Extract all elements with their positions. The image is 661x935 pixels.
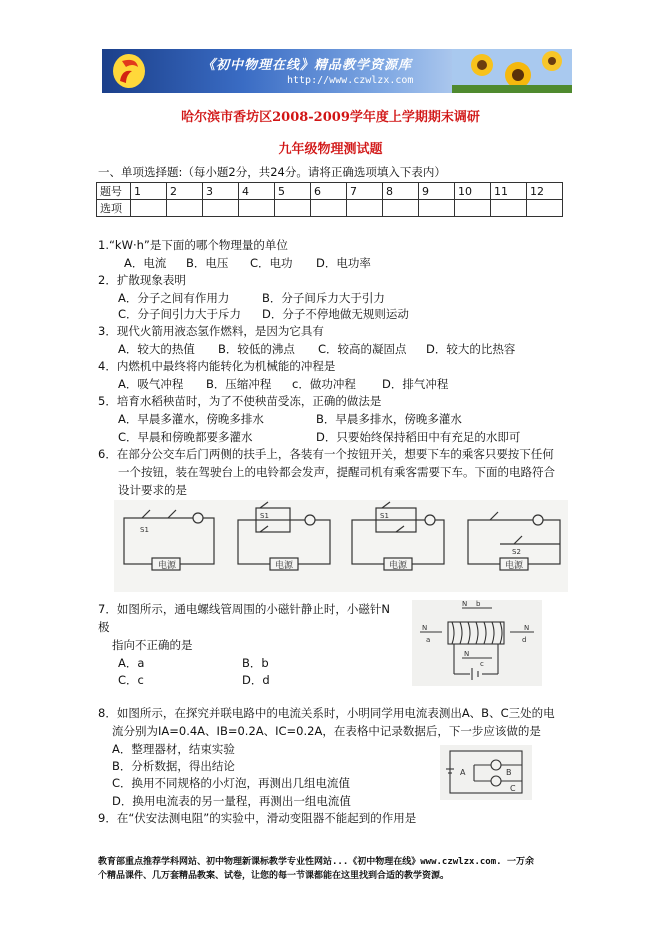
question-2-stem: 2．扩散现象表明 [98, 273, 186, 287]
table-cell: 1 [131, 183, 167, 200]
circuit-diagram-options [114, 500, 568, 592]
table-cell: 3 [203, 183, 239, 200]
question-2-option-d: D．分子不停地做无规则运动 [262, 307, 409, 321]
question-8-stem-line2: 流分别为IA=0.4A、IB=0.2A、IC=0.2A，在表格中记录数据后，下一步应该做的是 [112, 724, 541, 738]
exam-subtitle: 九年级物理测试题 [278, 142, 383, 157]
parallel-circuit-svg [440, 745, 532, 800]
needle-a-north-label: N [422, 624, 428, 632]
answer-cell[interactable] [239, 200, 275, 217]
question-8-option-a: A．整理器材，结束实验 [112, 742, 235, 756]
question-1-option-b: B．电压 [186, 256, 229, 270]
question-3-stem: 3．现代火箭用液态氢作燃料，是因为它具有 [98, 324, 324, 338]
sunflower-decoration-icon [452, 49, 572, 93]
question-2-option-a: A．分子之间有作用力 [118, 291, 230, 305]
question-4-option-d: D．排气冲程 [382, 377, 449, 391]
needle-d-north-label: N [524, 624, 530, 632]
footer-line-2: 个精品课件、几万套精品教案、试卷，让您的每一节课都能在这里找到合适的教学资源。 [98, 871, 450, 881]
needle-d-label: d [522, 636, 527, 644]
solenoid-diagram [412, 600, 542, 686]
question-6-stem-line3: 设计要求的是 [118, 483, 187, 497]
answer-cell[interactable] [455, 200, 491, 217]
circuit-4-switch-label: S2 [512, 548, 521, 556]
question-7-option-b: B．b [242, 656, 269, 670]
answer-cell[interactable] [131, 200, 167, 217]
question-7-stem-line1: 7．如图所示，通电螺线管周围的小磁针静止时，小磁针N [98, 602, 390, 616]
question-4-option-b: B．压缩冲程 [206, 377, 272, 391]
needle-b-label: b [476, 600, 481, 608]
circuit-2-power-label: 电源 [275, 561, 294, 571]
question-8-option-b: B．分析数据，得出结论 [112, 759, 235, 773]
table-header-cell: 题号 [97, 183, 131, 200]
question-2-option-c: C．分子间引力大于斥力 [118, 307, 242, 321]
question-7-option-a: A．a [118, 656, 145, 670]
needle-a-label: a [426, 636, 431, 644]
answer-cell[interactable] [347, 200, 383, 217]
circuit-2-switch-label: S1 [260, 512, 269, 520]
question-6-stem-line1: 6．在部分公交车后门两侧的扶手上，各装有一个按钮开关，想要下车的乘客只要按下任何 [98, 447, 554, 461]
question-7-stem-line3: 指向不正确的是 [112, 638, 193, 652]
question-5-option-a: A．早晨多灌水，傍晚多排水 [118, 412, 264, 426]
question-1-option-c: C．电功 [250, 256, 293, 270]
question-7-option-c: C．c [118, 673, 144, 687]
answer-table [96, 182, 563, 217]
question-6-stem-line2: 一个按钮，装在驾驶台上的电铃都会发声，提醒司机有乘客需要下车。下面的电路符合 [118, 465, 555, 479]
question-8-stem-line1: 8．如图所示，在探究并联电路中的电流关系时，小明同学用电流表测出A、B、C三处的电 [98, 706, 555, 720]
question-7-stem-line2: 极 [98, 620, 110, 634]
question-1-option-a: A．电流 [124, 256, 167, 270]
table-cell: 9 [419, 183, 455, 200]
circuit-3-switch-label: S1 [380, 512, 389, 520]
needle-c-north-label: N [464, 650, 470, 658]
point-a-label: A [460, 768, 466, 777]
circuit-4-power-label: 电源 [505, 561, 524, 571]
question-5-stem: 5．培育水稻秧苗时，为了不使秧苗受冻，正确的做法是 [98, 394, 382, 408]
answer-cell[interactable] [275, 200, 311, 217]
section-heading: 一、单项选择题:（每小题2分，共24分。请将正确选项填入下表内） [98, 165, 446, 179]
answer-cell[interactable] [383, 200, 419, 217]
question-1-option-d: D．电功率 [316, 256, 371, 270]
table-cell: 8 [383, 183, 419, 200]
page-footer [98, 855, 568, 883]
answer-cell[interactable] [491, 200, 527, 217]
needle-b-north-label: N [462, 600, 468, 608]
table-cell: 5 [275, 183, 311, 200]
question-7-option-d: D．d [242, 673, 270, 687]
footer-line-1: 教育部重点推荐学科网站、初中物理新课标教学专业性网站...《初中物理在线》www.czwlzx.com. 一万余 [98, 857, 534, 867]
question-4-option-a: A．吸气冲程 [118, 377, 184, 391]
answer-cell[interactable] [419, 200, 455, 217]
banner-title: 《初中物理在线》精品教学资源库 [202, 58, 413, 73]
question-2-option-b: B．分子间斥力大于引力 [262, 291, 385, 305]
table-header-cell: 选项 [97, 200, 131, 217]
question-3-option-b: B．较低的沸点 [218, 342, 295, 356]
table-cell: 6 [311, 183, 347, 200]
answer-cell[interactable] [203, 200, 239, 217]
table-cell: 10 [455, 183, 491, 200]
question-3-option-a: A．较大的热值 [118, 342, 195, 356]
question-9-stem: 9．在“伏安法测电阻”的实验中，滑动变阻器不能起到的作用是 [98, 811, 417, 825]
parallel-circuit-diagram [440, 745, 532, 800]
site-logo-icon [112, 53, 146, 89]
question-8-option-c: C．换用不同规格的小灯泡，再测出几组电流值 [112, 776, 351, 790]
table-cell: 4 [239, 183, 275, 200]
question-3-option-c: C．较高的凝固点 [318, 342, 407, 356]
question-5-option-b: B．早晨多排水，傍晚多灌水 [316, 412, 462, 426]
circuit-3-power-label: 电源 [389, 561, 408, 571]
banner-url[interactable]: http://www.czwlzx.com [287, 75, 414, 86]
question-3-option-d: D．较大的比热容 [426, 342, 516, 356]
table-row [97, 183, 563, 200]
needle-c-label: c [480, 660, 484, 668]
answer-cell[interactable] [311, 200, 347, 217]
circuit-1-power-label: 电源 [158, 561, 177, 571]
question-8-option-d: D．换用电流表的另一量程，再测出一组电流值 [112, 794, 351, 808]
table-cell: 7 [347, 183, 383, 200]
site-banner [102, 49, 572, 93]
solenoid-svg [412, 600, 542, 686]
table-row [97, 200, 563, 217]
table-cell: 11 [491, 183, 527, 200]
question-5-option-d: D．只要始终保持稻田中有充足的水即可 [316, 430, 521, 444]
exam-title: 哈尔滨市香坊区2008-2009学年度上学期期末调研 [181, 110, 480, 125]
question-4-option-c: c．做功冲程 [292, 377, 356, 391]
answer-cell[interactable] [167, 200, 203, 217]
circuit-1-switch-label: S1 [140, 526, 149, 534]
table-cell: 12 [527, 183, 563, 200]
question-1-stem: 1.“kW·h”是下面的哪个物理量的单位 [98, 238, 288, 252]
question-4-stem: 4．内燃机中最终将内能转化为机械能的冲程是 [98, 359, 336, 373]
point-c-label: C [510, 784, 516, 793]
question-5-option-c: C．早晨和傍晚都要多灌水 [118, 430, 253, 444]
answer-cell[interactable] [527, 200, 563, 217]
table-cell: 2 [167, 183, 203, 200]
point-b-label: B [506, 768, 512, 777]
circuit-diagrams-svg [114, 500, 568, 592]
